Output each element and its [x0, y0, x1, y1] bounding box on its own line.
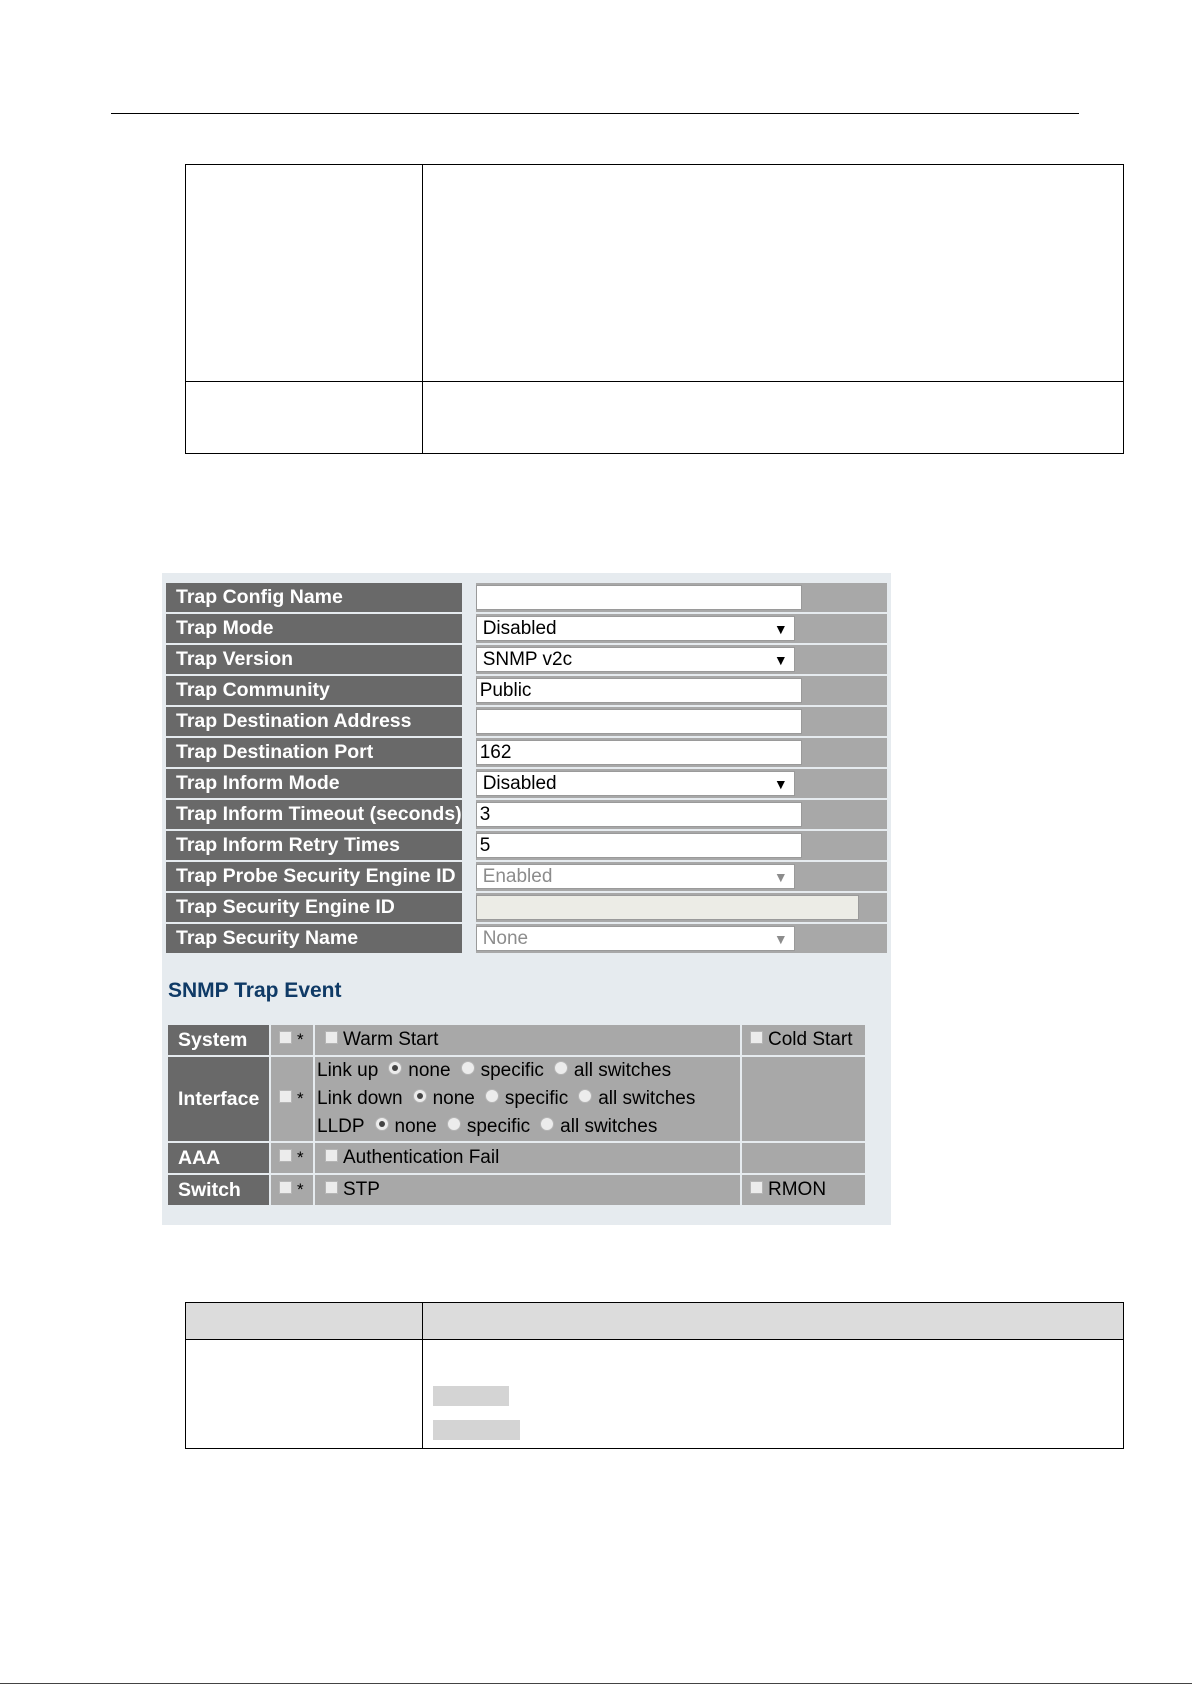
config-label: Trap Inform Mode	[166, 769, 476, 798]
stp-checkbox[interactable]	[325, 1181, 338, 1194]
auth-fail-checkbox[interactable]	[325, 1149, 338, 1162]
interface-line-lldp	[317, 1113, 740, 1141]
radio-label: all switches	[573, 1060, 672, 1081]
select-value: Enabled	[482, 865, 553, 887]
switch-all-checkbox[interactable]	[279, 1181, 292, 1194]
interface-event-label: LLDP	[317, 1116, 365, 1137]
radio-label: none	[432, 1088, 475, 1109]
trap-config-name-input[interactable]	[476, 585, 802, 610]
dropdown-arrow-icon: ▼	[773, 930, 788, 947]
category-label: Interface	[168, 1057, 269, 1141]
config-label: Trap Config Name	[166, 583, 476, 612]
table-cell	[186, 165, 423, 382]
trap-probe-security-engine-id-select	[476, 864, 795, 889]
event-row-switch: Switch * STP RMON	[168, 1175, 865, 1205]
highlight-chip	[433, 1386, 509, 1406]
interface-event-label: Link down	[317, 1088, 403, 1109]
category-label: AAA	[168, 1143, 269, 1173]
link-up-specific-radio[interactable]	[461, 1061, 475, 1075]
config-row-trap-probe-security-engine-id	[166, 862, 887, 891]
auth-fail-label: Authentication Fail	[343, 1147, 500, 1168]
config-label: Trap Inform Timeout (seconds)	[166, 800, 476, 829]
highlight-chip	[433, 1420, 520, 1440]
table-header-cell	[186, 1303, 423, 1340]
trap-mode-select[interactable]	[476, 616, 795, 641]
radio-label: all switches	[598, 1088, 696, 1109]
config-row-trap-inform-retry-times	[166, 831, 887, 860]
footer-rule	[0, 1683, 1192, 1684]
select-value: None	[482, 927, 529, 949]
trap-community-input[interactable]	[476, 678, 802, 703]
config-row-trap-community	[166, 676, 887, 705]
config-row-trap-destination-address	[166, 707, 887, 736]
table-cell	[186, 1340, 423, 1449]
trap-inform-timeout-seconds-input[interactable]	[476, 802, 802, 827]
lldp-all-switches-radio[interactable]	[540, 1117, 554, 1131]
interface-line-link-up	[317, 1057, 740, 1085]
link-down-specific-radio[interactable]	[485, 1089, 499, 1103]
table-header-cell	[423, 1303, 1124, 1340]
trap-inform-mode-select[interactable]	[476, 771, 795, 796]
trap-security-name-select	[476, 926, 795, 951]
select-value: SNMP v2c	[482, 648, 573, 670]
config-label: Trap Destination Address	[166, 707, 476, 736]
snmp-trap-event-table	[166, 1023, 867, 1207]
select-value: Disabled	[482, 617, 557, 639]
rmon-label: RMON	[768, 1179, 827, 1200]
trap-destination-address-input[interactable]	[476, 709, 802, 734]
link-down-all-switches-radio[interactable]	[578, 1089, 592, 1103]
warm-start-label: Warm Start	[343, 1029, 439, 1050]
config-label: Trap Version	[166, 645, 476, 674]
trap-config-table	[166, 581, 887, 955]
config-row-trap-security-engine-id	[166, 893, 887, 922]
lldp-specific-radio[interactable]	[447, 1117, 461, 1131]
trap-inform-retry-times-input[interactable]	[476, 833, 802, 858]
table-cell	[186, 382, 423, 454]
dropdown-arrow-icon: ▼	[773, 620, 788, 637]
header-rule	[111, 113, 1079, 114]
snmp-trap-event-title: SNMP Trap Event	[168, 979, 342, 1002]
cold-start-label: Cold Start	[768, 1029, 853, 1050]
config-label: Trap Probe Security Engine ID	[166, 862, 476, 891]
dropdown-arrow-icon: ▼	[773, 868, 788, 885]
event-row-interface: Interface * Link up none specific all switches Link down none specific all switches LLDP none specific all switches	[168, 1057, 865, 1141]
radio-label: specific	[480, 1060, 544, 1081]
table-row	[186, 165, 1124, 382]
event-row-aaa: AAA * Authentication Fail	[168, 1143, 865, 1173]
radio-label: none	[394, 1116, 437, 1137]
table-cell	[423, 382, 1124, 454]
rmon-checkbox[interactable]	[750, 1181, 763, 1194]
config-label: Trap Community	[166, 676, 476, 705]
dropdown-arrow-icon: ▼	[773, 775, 788, 792]
table-row	[186, 1340, 1124, 1449]
trap-security-engine-id-input	[476, 895, 859, 920]
aaa-all-checkbox[interactable]	[279, 1149, 292, 1162]
config-label: Trap Security Engine ID	[166, 893, 476, 922]
interface-event-label: Link up	[317, 1060, 379, 1081]
link-up-all-switches-radio[interactable]	[554, 1061, 568, 1075]
config-row-trap-inform-mode	[166, 769, 887, 798]
description-table-bottom	[185, 1302, 1124, 1449]
interface-line-link-down	[317, 1085, 740, 1113]
table-row	[186, 382, 1124, 454]
radio-label: none	[408, 1060, 451, 1081]
radio-label: all switches	[560, 1116, 658, 1137]
config-label: Trap Destination Port	[166, 738, 476, 767]
system-all-checkbox[interactable]	[279, 1031, 292, 1044]
trap-version-select[interactable]	[476, 647, 795, 672]
cold-start-checkbox[interactable]	[750, 1031, 763, 1044]
config-row-trap-inform-timeout-seconds	[166, 800, 887, 829]
table-cell	[423, 165, 1124, 382]
link-up-none-radio[interactable]	[388, 1061, 402, 1075]
config-row-trap-security-name	[166, 924, 887, 953]
trap-config-screenshot	[162, 573, 891, 1225]
lldp-none-radio[interactable]	[375, 1117, 389, 1131]
category-label: System	[168, 1025, 269, 1055]
table-header-row	[186, 1303, 1124, 1340]
config-row-trap-mode	[166, 614, 887, 643]
warm-start-checkbox[interactable]	[325, 1031, 338, 1044]
interface-all-checkbox[interactable]	[279, 1090, 292, 1103]
config-row-trap-destination-port	[166, 738, 887, 767]
trap-destination-port-input[interactable]	[476, 740, 802, 765]
dropdown-arrow-icon: ▼	[773, 651, 788, 668]
link-down-none-radio[interactable]	[413, 1089, 427, 1103]
description-table-top	[185, 164, 1124, 454]
config-row-trap-config-name	[166, 583, 887, 612]
radio-label: specific	[504, 1088, 569, 1109]
config-label: Trap Inform Retry Times	[166, 831, 476, 860]
category-label: Switch	[168, 1175, 269, 1205]
config-label: Trap Security Name	[166, 924, 476, 953]
radio-label: specific	[466, 1116, 531, 1137]
table-cell	[423, 1340, 1124, 1449]
select-value: Disabled	[482, 772, 557, 794]
config-label: Trap Mode	[166, 614, 476, 643]
event-row-system: System * Warm Start Cold Start	[168, 1025, 865, 1055]
stp-label: STP	[343, 1179, 380, 1200]
config-row-trap-version	[166, 645, 887, 674]
